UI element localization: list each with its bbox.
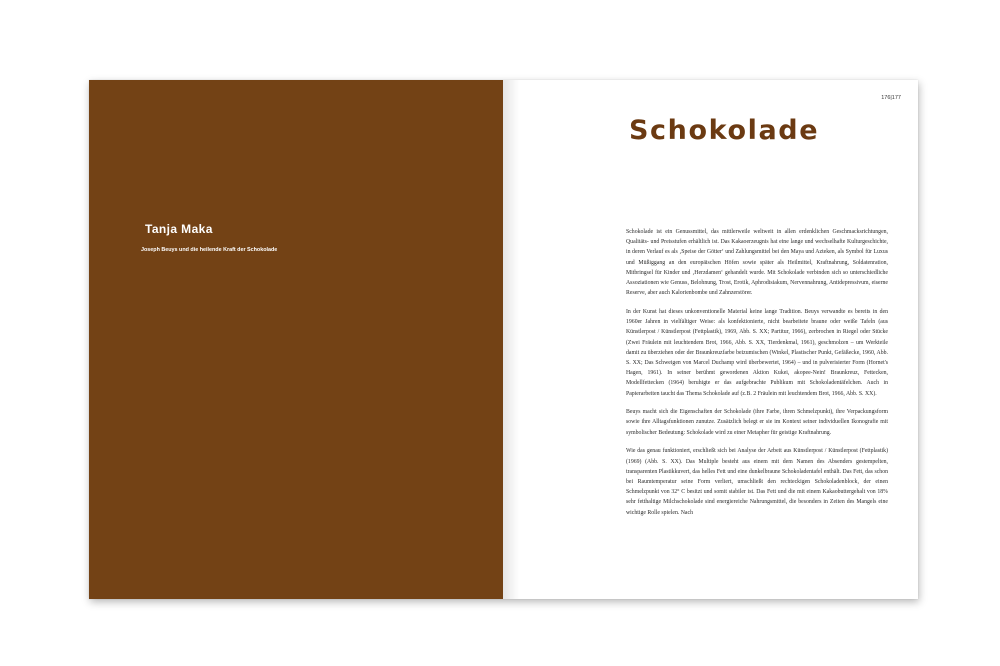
gutter-shadow (503, 80, 519, 599)
paragraph: Schokolade ist ein Genussmittel, das mittlerweile weltweit in allen erdenklichen Geschmacksrichtungen, Qualitäts- und Preisstufen erhältlich ist. Das Kakaoerzeugnis hat eine lange und wechselhafte Kulturgeschichte, in deren Verlauf es als ‚Speise der Götter‘ und Zahlungsmittel bei den Maya und Azteken, als Symbol für Luxus und Müßiggang an den europäischen Höfen sowie später als Heilmittel, Kraftnahrung, Soldatenration, Mitbringsel für Kinder und ‚Herzdamen‘ gehandelt wurde. Mit Schokolade verbinden sich so unterschiedliche Assoziationen wie Genuss, Belohnung, Trost, Erotik, Aphrodisiakum, Nervennahrung, Antidepressivum, eiserne Reserve, aber auch Kalorienbombe und Zahnzerstörer. (626, 229, 888, 297)
essay-subtitle: Joseph Beuys und die heilende Kraft der Schokolade (141, 247, 278, 253)
paragraph: Beuys macht sich die Eigenschaften der Schokolade (ihre Farbe, ihren Schmelzpunkt), ihre Verpackungsform sowie ihre Alltagsfunktionen zunutze. Zusätzlich belegt er sie im Kontext seiner individuellen Ikonografie mit symbolischer Bedeutung: Schokolade wird zu einer Metapher für geistige Kraftnahrung. (626, 409, 888, 436)
author-name: Tanja Maka (145, 222, 213, 236)
left-page (89, 80, 503, 599)
page-number: 176|177 (881, 95, 901, 101)
paragraph: In der Kunst hat dieses unkonventionelle Material keine lange Tradition. Beuys verwandte es bereits in den 1960er Jahren in vielfältiger Weise: als konfektionierte, nicht bearbeitete braune oder weiße Tafeln (aus Künstlerpost / Künstlerpost (Fettplastik), 1969, Abb. S. XX; Partitur, 1966), zerbrochen in Riegel oder Stücke (Zwei Fräulein mit leuchtendem Brot, 1966, Abb. S. XX, Tierdenkmal, 1961), geschmolzen – um Werkteile damit zu überziehen oder der Braunkreuzfarbe beizumischen (Winkel, Plastischer Punkt, Gefäßecke, 1960, Abb. S. XX; Das Schweigen von Marcel Duchamp wird überbewertet, 1964) – und in pulverisierter Form (Hornet's Hagen, 1961). In seiner berühmt gewordenen Aktion Kukei, akopee-Nein! Braunkreuz, Fettecken, Modellfettecken (1964) beruhigte er das aufgebrachte Publikum mit Schokoladentäfelchen. Auch in Papierarbeiten taucht das Thema Schokolade auf (z.B. 2 Fräulein mit leuchtendem Brot, 1966, Abb. S. XX). (626, 308, 888, 397)
chapter-title: Schokolade (629, 115, 820, 146)
book-spread (89, 80, 918, 599)
right-page (503, 80, 918, 599)
paragraph: Wie das genau funktioniert, erschließt sich bei Analyse der Arbeit aus Künstlerpost / Künstlerpost (Fettplastik) (1969) (Abb. S. XX). Das Multiple besteht aus einem mit dem Namen des Absenders gestempelten, transparenten Plastikkuvert, das helles Fett und eine dunkelbraune Schokoladentafel enthält. Das Fett, das schon bei Raumtemperatur seine Form verliert, umschließt den rechteckigen Schokoladenblock, der einen Schmelzpunkt von 32° C besitzt und somit stabiler ist. Das Fett und die mit einem Kakaobuttergehalt von 18% sehr fetthaltige Milchschokolade sind energiereiche Nahrungsmittel, die besonders in Zeiten des Mangels eine wichtige Rolle spielen. Nach (626, 448, 888, 516)
body-text (626, 227, 888, 526)
